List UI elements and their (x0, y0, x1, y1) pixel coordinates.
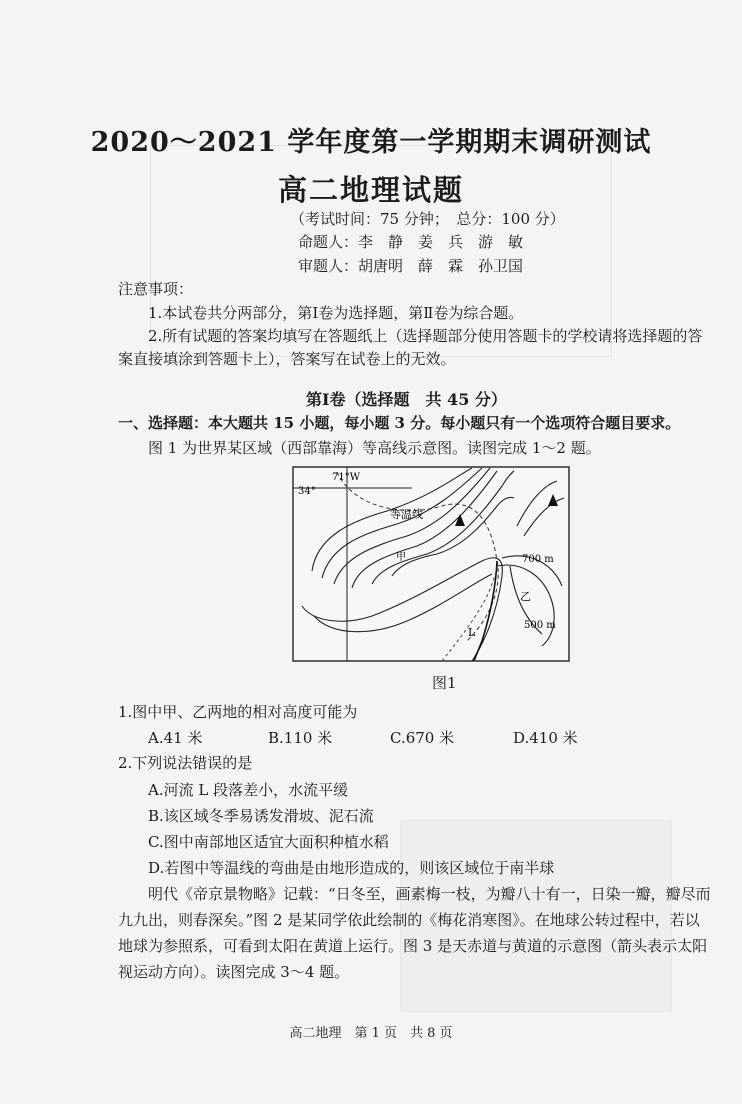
passage-line-3: 地球为参照系，可看到太阳在黄道上运行。图 3 是天赤道与黄道的示意图（箭头表示太阳 (118, 937, 708, 955)
question-2-option-a: A.河流 L 段落差小，水流平缓 (148, 781, 349, 799)
question-1-option-b: B.110 米 (268, 729, 333, 747)
question-1-option-c: C.670 米 (390, 729, 455, 747)
point-jia-label: 甲 (396, 552, 406, 563)
question-2-option-d: D.若图中等温线的弯曲是由地形造成的，则该区域位于南半球 (148, 859, 555, 877)
notes-item-2-line-1: 2.所有试题的答案均填写在答题纸上（选择题部分使用答题卡的学校请将选择题的答 (148, 327, 703, 345)
figure-1-caption: 图1 (432, 674, 457, 692)
latitude-label: 34° (298, 486, 316, 497)
exam-subtitle: 高二地理试题 (277, 173, 464, 207)
author-line: 命题人：李 静 姜 兵 游 敏 (298, 233, 524, 251)
figure-1-contour-map (292, 466, 570, 662)
notes-item-1: 1.本试卷共分两部分，第Ⅰ卷为选择题，第Ⅱ卷为综合题。 (148, 304, 524, 322)
section-1-instruction: 一、选择题：本大题共 15 小题，每小题 3 分。每小题只有一个选项符合题目要求。 (118, 414, 681, 432)
question-2-option-c: C.图中南部地区适宜大面积种植水稻 (148, 833, 389, 851)
river-label: L (468, 626, 476, 639)
contour-700-label: 700 m (522, 554, 554, 565)
point-yi-label: 乙 (520, 590, 531, 603)
figure-1-intro: 图 1 为世界某区域（西部靠海）等高线示意图。读图完成 1～2 题。 (148, 439, 601, 457)
longitude-label: 71°W (332, 472, 361, 483)
question-2-option-b: B.该区域冬季易诱发滑坡、泥石流 (148, 807, 374, 825)
question-1-option-a: A.41 米 (148, 729, 203, 747)
notes-heading: 注意事项： (118, 280, 194, 298)
notes-item-2-line-2: 案直接填涂到答题卡上），答案写在试卷上的无效。 (118, 350, 456, 368)
isotherm-label: 等温线 (390, 508, 423, 521)
contour-500-label: 500 m (524, 620, 556, 631)
passage-line-1: 明代《帝京景物略》记载：“日冬至，画素梅一枝，为瓣八十有一，日染一瓣，瓣尽而 (148, 885, 711, 903)
passage-line-4: 视运动方向）。读图完成 3～4 题。 (118, 963, 350, 981)
reviewer-line: 审题人：胡唐明 薛 霖 孙卫国 (298, 257, 524, 275)
exam-info: （考试时间：75 分钟； 总分：100 分） (290, 210, 565, 228)
section-1-heading: 第Ⅰ卷（选择题 共 45 分） (306, 390, 507, 409)
question-1-option-d: D.410 米 (513, 729, 578, 747)
passage-line-2: 九九出，则春深矣。”图 2 是某同学依此绘制的《梅花消寒图》。在地球公转过程中，若以 (118, 911, 700, 929)
page-footer: 高二地理 第 1 页 共 8 页 (289, 1026, 453, 1041)
exam-title: 2020～2021 学年度第一学期期末调研测试 (90, 127, 652, 158)
question-2-stem: 2.下列说法错误的是 (118, 754, 253, 772)
question-1-stem: 1.图中甲、乙两地的相对高度可能为 (118, 703, 358, 721)
